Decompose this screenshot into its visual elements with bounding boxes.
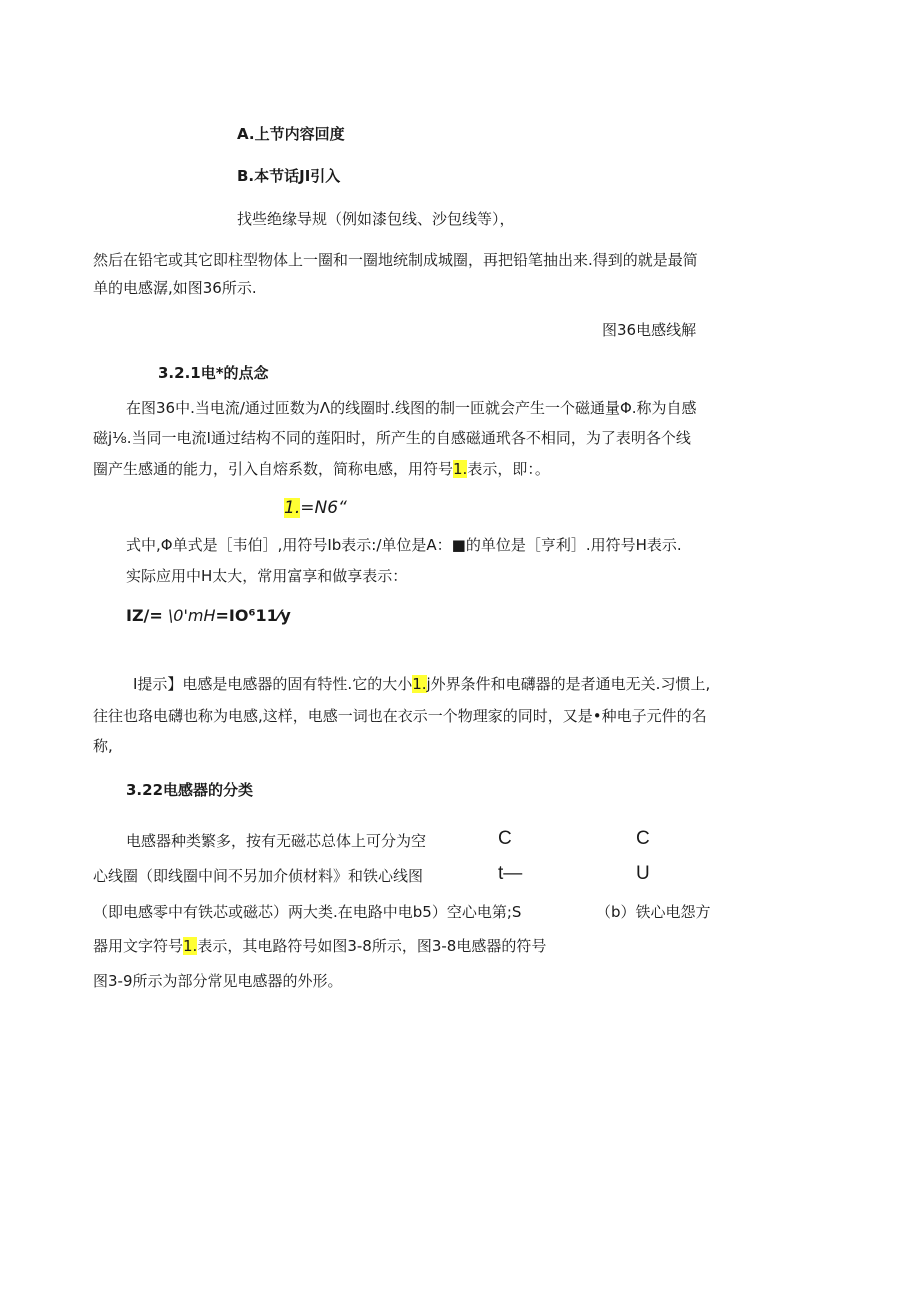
- para2-line-1: 式中,Φ单式是［韦伯］,用符号Ib表示:/单位是A：■的单位是［亨利］.用符号H表示.: [126, 536, 682, 554]
- inductor-symbol-u: U: [636, 863, 650, 884]
- intro-line-2: 然后在铅宅或其它即柱型物体上一圈和一圈地统制成城圈，再把铅笔抽出来.得到的就是最简: [93, 251, 698, 269]
- para3-line-4-text: 器用文字符号: [93, 937, 184, 955]
- formula-symbol-highlight: 1.: [284, 498, 301, 518]
- para1-line-3: [93, 459, 550, 479]
- tip-line-1-text: I提示】电感是电感器的固有特性.它的大小: [133, 675, 413, 693]
- inductor-symbol-c-left: C: [498, 828, 512, 849]
- iron-core-inductor-label: （b）铁心电怨方: [596, 903, 711, 921]
- section-heading-321: 3.2.1电*的点念: [158, 364, 269, 382]
- para3-line-5: 图3-9所示为部分常见电感器的外形。: [93, 972, 343, 990]
- heading-a: A.上节内容回度: [237, 125, 345, 143]
- para3-symbol-highlight: 1.: [183, 937, 198, 955]
- para3-line-4: [93, 936, 546, 956]
- para3-line-4-tail: 表示，其电路符号如图3-8所示，图3-8电感器的符号: [197, 937, 547, 955]
- intro-line-3: 单的电感潺,如图36所示.: [93, 279, 257, 297]
- para3-line-2: 心线圈（即线圈中间不另加介侦材料》和铁心线图: [93, 867, 424, 885]
- para1-line-3-tail: 表示，即：。: [467, 460, 550, 478]
- symbol-l-highlight: 1.: [453, 460, 468, 478]
- tip-line-3: 称,: [93, 737, 113, 755]
- formula2-right: =IO⁶11⁄y: [215, 606, 291, 625]
- formula-inductance: [284, 498, 347, 518]
- tip-line-2: 往往也珞电礴也称为电感,这样，电感一词也在衣示一个物理家的同时，又是•种电子元件的名: [93, 707, 707, 725]
- heading-b: B.本节话JI引入: [237, 167, 341, 185]
- figure-caption: 图36电感线解: [602, 321, 697, 339]
- para2-line-2: 实际应用中H太大，常用富享和做享表示：: [126, 567, 408, 585]
- tip-line-1-tail: j外界条件和电礴器的是者通电无关.习惯上,: [426, 675, 711, 693]
- para1-line-1: 在图36中.当电流/通过匝数为Λ的线圈时.线图的制一匝就会产生一个磁通量Φ.称为自感: [126, 399, 697, 417]
- formula2-mid: \0'mH: [162, 606, 216, 625]
- inductor-symbol-t: t—: [498, 863, 523, 884]
- inductor-symbol-c-right: C: [636, 828, 650, 849]
- formula-unit-conversion: [126, 606, 291, 626]
- para3-line-3: （即电感零中有铁芯或磁芯）两大类.在电路中电b5）空心电第;S: [93, 903, 522, 921]
- tip-symbol-highlight: 1.: [412, 675, 427, 693]
- para3-line-1: 电感器种类繁多，按有无磁芯总体上可分为空: [126, 832, 427, 850]
- para1-line-3-text: 圈产生感通的能力，引入自熔系数，简称电感，用符号: [93, 460, 454, 478]
- section-heading-322: 3.22电感器的分类: [126, 781, 254, 799]
- formula2-left: IZ/=: [126, 606, 163, 625]
- para1-line-2: 磁j⅛.当同一电流I通过结构不同的莲阳时，所产生的自感磁通玳各不相同，为了表明各个线: [93, 429, 691, 447]
- intro-line-1: 找些绝缘导规（例如漆包线、沙包线等），: [237, 210, 515, 228]
- formula-rest: =N6“: [300, 498, 347, 518]
- tip-line-1: [133, 674, 710, 694]
